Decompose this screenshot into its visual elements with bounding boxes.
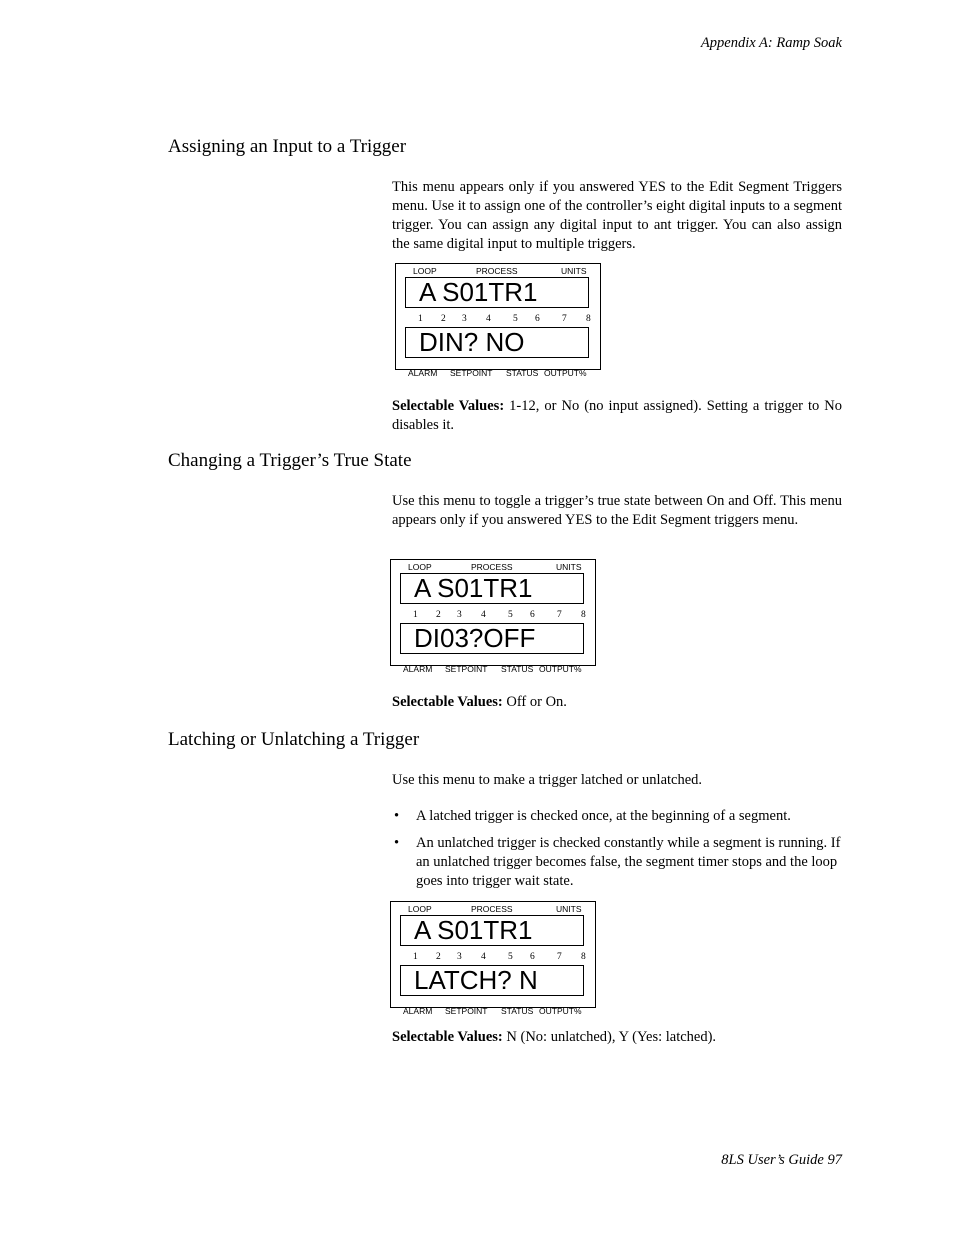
list-item: • An unlatched trigger is checked constantly while a segment is running. If an unlatched trigger becomes false, the segment timer stops and the loop goes into trigger wait state. [392, 834, 842, 891]
lcd-number: 8 [586, 314, 591, 324]
section-heading-latching: Latching or Unlatching a Trigger [168, 729, 420, 750]
list-item: • A latched trigger is checked once, at the beginning of a segment. [392, 807, 842, 826]
lcd-line-2: DI03?OFF [400, 623, 584, 654]
section-heading-assign-input: Assigning an Input to a Trigger [168, 136, 407, 157]
lcd-label-units: UNITS [556, 562, 582, 572]
section-paragraph: Use this menu to make a trigger latched or unlatched. [392, 772, 703, 788]
bullet-list [392, 807, 842, 899]
lcd-number: 7 [557, 952, 562, 962]
section-paragraph: This menu appears only if you answered YES to the Edit Segment Triggers menu. Use it to assign one of the controller’s eight digital inputs to a segment trigger. You can assign any digital input to ant trigger. You can also assign the same digital input to multiple triggers. [392, 179, 842, 252]
lcd-label-units: UNITS [561, 266, 587, 276]
selectable-text: N (No: unlatched), Y (Yes: latched). [502, 1029, 717, 1045]
lcd-label-output: OUTPUT% [539, 664, 582, 674]
lcd-line-2: DIN? NO [405, 327, 589, 358]
selectable-label: Selectable Values: [392, 1029, 503, 1045]
lcd-number: 2 [436, 610, 441, 620]
lcd-display-latch [390, 901, 596, 1016]
lcd-label-loop: LOOP [413, 266, 437, 276]
lcd-number: 1 [413, 610, 418, 620]
lcd-number: 1 [418, 314, 423, 324]
lcd-label-process: PROCESS [476, 266, 518, 276]
lcd-label-loop: LOOP [408, 904, 432, 914]
lcd-number: 2 [441, 314, 446, 324]
lcd-line-2: LATCH? N [400, 965, 584, 996]
lcd-number: 5 [508, 610, 513, 620]
lcd-line-1: A S01TR1 [400, 573, 584, 604]
lcd-number: 1 [413, 952, 418, 962]
selectable-values [392, 1028, 842, 1047]
lcd-number: 4 [486, 314, 491, 324]
lcd-label-alarm: ALARM [408, 368, 438, 378]
lcd-number: 7 [562, 314, 567, 324]
lcd-number: 4 [481, 952, 486, 962]
selectable-label: Selectable Values: [392, 398, 505, 414]
lcd-label-loop: LOOP [408, 562, 432, 572]
section-paragraph: Use this menu to toggle a trigger’s true state between On and Off. This menu appears only if you answered YES to the Edit Segment triggers menu. [392, 493, 842, 528]
lcd-label-setpoint: SETPOINT [450, 368, 493, 378]
lcd-label-output: OUTPUT% [544, 368, 587, 378]
page-header: Appendix A: Ramp Soak [700, 35, 842, 51]
selectable-text: 1-12, or No (no input assigned). Setting a trigger to No disables it. [392, 398, 842, 433]
lcd-number: 5 [508, 952, 513, 962]
lcd-number: 5 [513, 314, 518, 324]
lcd-label-process: PROCESS [471, 904, 513, 914]
lcd-label-setpoint: SETPOINT [445, 1006, 488, 1016]
lcd-line-1: A S01TR1 [400, 915, 584, 946]
lcd-label-process: PROCESS [471, 562, 513, 572]
lcd-label-status: STATUS [506, 368, 539, 378]
section-heading-true-state: Changing a Trigger’s True State [168, 450, 412, 471]
lcd-label-alarm: ALARM [403, 1006, 433, 1016]
selectable-values [392, 693, 842, 712]
page-footer: 8LS User’s Guide 97 [721, 1152, 842, 1168]
lcd-display-di03 [390, 559, 596, 674]
selectable-text: Off or On. [502, 694, 567, 710]
lcd-label-setpoint: SETPOINT [445, 664, 488, 674]
lcd-number: 6 [530, 952, 535, 962]
lcd-number: 4 [481, 610, 486, 620]
lcd-label-output: OUTPUT% [539, 1006, 582, 1016]
lcd-number: 2 [436, 952, 441, 962]
lcd-number: 6 [535, 314, 540, 324]
selectable-values [392, 397, 842, 435]
lcd-line-1: A S01TR1 [405, 277, 589, 308]
lcd-number: 8 [581, 610, 586, 620]
lcd-display-din [395, 263, 601, 378]
lcd-label-status: STATUS [501, 1006, 534, 1016]
lcd-number: 3 [457, 952, 462, 962]
lcd-label-units: UNITS [556, 904, 582, 914]
selectable-label: Selectable Values: [392, 694, 503, 710]
lcd-number: 8 [581, 952, 586, 962]
lcd-label-alarm: ALARM [403, 664, 433, 674]
lcd-number: 3 [462, 314, 467, 324]
lcd-number: 7 [557, 610, 562, 620]
lcd-number: 3 [457, 610, 462, 620]
lcd-label-status: STATUS [501, 664, 534, 674]
lcd-number: 6 [530, 610, 535, 620]
